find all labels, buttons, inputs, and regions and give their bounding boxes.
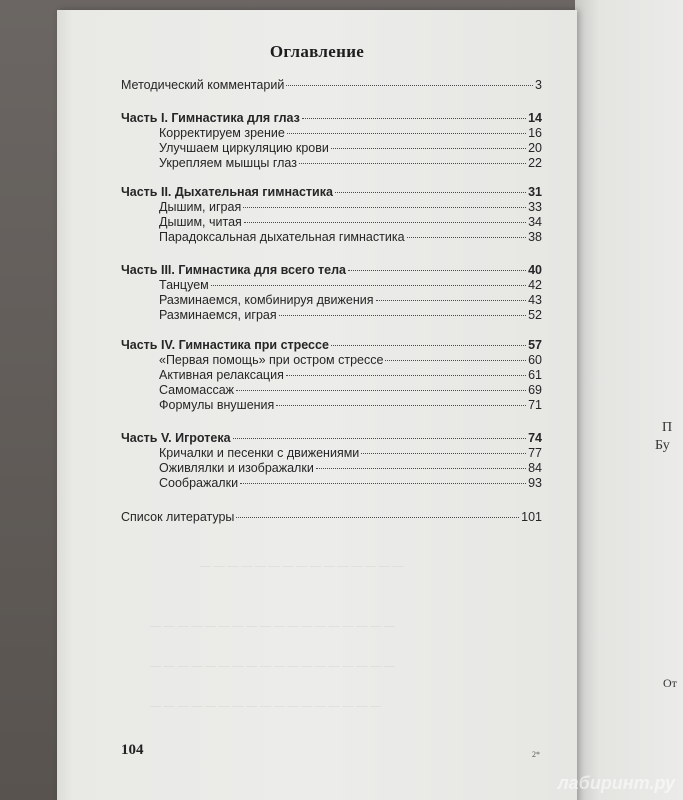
toc-part-title: Часть V. Игротека — [121, 431, 231, 445]
show-through-text: — — — — — — — — — — — — — — — — — — — [150, 660, 395, 672]
leader-dots — [331, 148, 526, 149]
toc-entry-page: 84 — [528, 461, 542, 475]
toc-part-page: 31 — [528, 185, 542, 199]
toc-entry — [159, 307, 542, 323]
toc-entry-page: 69 — [528, 383, 542, 397]
leader-dots — [276, 405, 526, 406]
toc-part-1 — [121, 110, 542, 126]
toc-entry-page: 33 — [528, 200, 542, 214]
toc-entry-bibliography — [121, 509, 542, 525]
toc-part-page: 57 — [528, 338, 542, 352]
toc-entry — [159, 199, 542, 215]
toc-entry-page: 22 — [528, 156, 542, 170]
toc-entry — [159, 292, 542, 308]
toc-entry-title: Дышим, играя — [159, 200, 242, 214]
right-page-fragment: Бу — [655, 438, 670, 453]
toc-part-page: 14 — [528, 111, 542, 125]
toc-entry-page: 34 — [528, 215, 542, 229]
leader-dots — [348, 270, 526, 271]
toc-entry-title: Формулы внушения — [159, 398, 275, 412]
leader-dots — [244, 222, 526, 223]
leader-dots — [316, 468, 526, 469]
show-through-text: — — — — — — — — — — — — — — — — — — [150, 700, 381, 712]
leader-dots — [279, 315, 526, 316]
toc-entry-title: Укрепляем мышцы глаз — [159, 156, 297, 170]
toc-entry — [159, 214, 542, 230]
toc-entry — [159, 445, 542, 461]
toc-entry-page: 101 — [521, 510, 542, 524]
leader-dots — [286, 85, 533, 86]
toc-entry — [159, 155, 542, 171]
toc-entry-page: 20 — [528, 141, 542, 155]
page-number: 104 — [121, 742, 144, 758]
toc-entry-title: Танцуем — [159, 278, 209, 292]
toc-entry-title: Корректируем зрение — [159, 126, 285, 140]
toc-part-title: Часть I. Гимнастика для глаз — [121, 111, 300, 125]
leader-dots — [302, 118, 526, 119]
toc-entry — [159, 460, 542, 476]
toc-entry-page: 38 — [528, 230, 542, 244]
toc-entry — [159, 367, 542, 383]
toc-entry-title: Самомассаж — [159, 383, 235, 397]
toc-entry-title: Разминаемся, комбинируя движения — [159, 293, 374, 307]
toc-entry-page: 52 — [528, 308, 542, 322]
toc-entry-page: 43 — [528, 293, 542, 307]
toc-entry-page: 60 — [528, 353, 542, 367]
leader-dots — [233, 438, 527, 439]
toc-entry-title: Разминаемся, играя — [159, 308, 277, 322]
toc-entry-page: 42 — [528, 278, 542, 292]
toc-entry — [159, 397, 542, 413]
leader-dots — [287, 133, 526, 134]
leader-dots — [211, 285, 526, 286]
toc-entry-page: 71 — [528, 398, 542, 412]
leader-dots — [240, 483, 526, 484]
toc-entry-page: 77 — [528, 446, 542, 460]
toc-part-4 — [121, 337, 542, 353]
leader-dots — [407, 237, 527, 238]
leader-dots — [335, 192, 526, 193]
toc-part-3 — [121, 262, 542, 278]
leader-dots — [376, 300, 527, 301]
toc-entry — [159, 382, 542, 398]
right-page-fragment: П — [662, 420, 673, 435]
toc-entry-page: 61 — [528, 368, 542, 382]
leader-dots — [243, 207, 526, 208]
toc-part-page: 74 — [528, 431, 542, 445]
toc-entry-title: Соображалки — [159, 476, 239, 490]
toc-entry-title: Кричалки и песенки с движениями — [159, 446, 360, 460]
toc-entry-title: Методический комментарий — [121, 78, 285, 92]
leader-dots — [331, 345, 526, 346]
toc-part-2 — [121, 184, 542, 200]
leader-dots — [236, 517, 519, 518]
toc-entry-title: Список литературы — [121, 510, 235, 524]
toc-entry-intro — [121, 77, 542, 93]
toc-entry — [159, 352, 542, 368]
toc-entry-page: 3 — [535, 78, 542, 92]
show-through-text: — — — — — — — — — — — — — — — — [200, 560, 404, 572]
signature-mark: 2* — [532, 750, 540, 759]
toc-heading: Оглавление — [269, 42, 365, 61]
toc-entry-title: Дышим, читая — [159, 215, 242, 229]
toc-entry-page: 93 — [528, 476, 542, 490]
toc-entry-title: «Первая помощь» при остром стрессе — [159, 353, 384, 367]
watermark-logo: лабиринт.ру — [557, 773, 675, 793]
toc-part-5 — [121, 430, 542, 446]
toc-entry-title: Активная релаксация — [159, 368, 284, 382]
leader-dots — [299, 163, 526, 164]
right-page-fragment: От — [663, 676, 677, 690]
leader-dots — [286, 375, 526, 376]
show-through-text: — — — — — — — — — — — — — — — — — — — [150, 620, 395, 632]
toc-part-title: Часть IV. Гимнастика при стрессе — [121, 338, 329, 352]
leader-dots — [361, 453, 526, 454]
toc-entry — [159, 229, 542, 245]
toc-part-title: Часть III. Гимнастика для всего тела — [121, 263, 347, 277]
leader-dots — [236, 390, 526, 391]
toc-entry — [159, 475, 542, 491]
toc-entry-title: Оживлялки и изображалки — [159, 461, 314, 475]
toc-entry — [159, 140, 542, 156]
toc-entry-page: 16 — [528, 126, 542, 140]
leader-dots — [385, 360, 526, 361]
toc-entry-title: Улучшаем циркуляцию крови — [159, 141, 329, 155]
toc-entry — [159, 125, 542, 141]
toc-entry-title: Парадоксальная дыхательная гимнастика — [159, 230, 405, 244]
toc-entry — [159, 277, 542, 293]
toc-part-title: Часть II. Дыхательная гимнастика — [121, 185, 333, 199]
toc-part-page: 40 — [528, 263, 542, 277]
